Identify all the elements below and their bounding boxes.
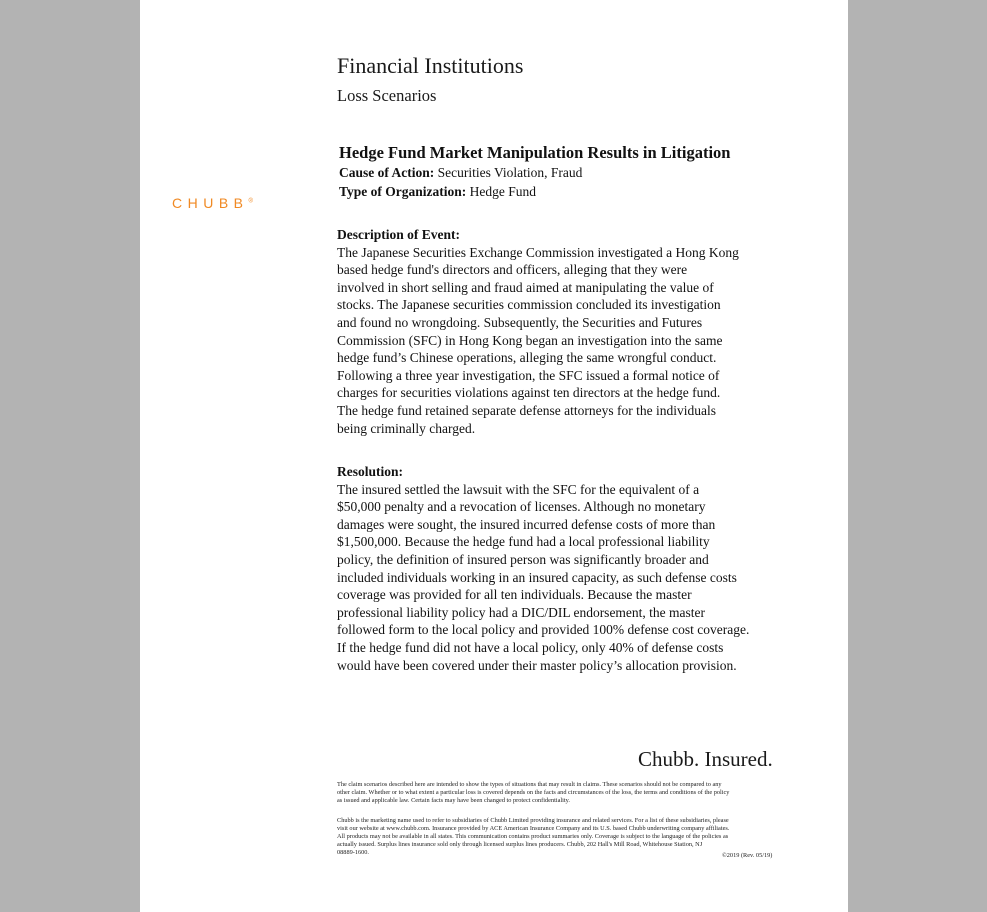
page-title: Financial Institutions — [337, 53, 524, 78]
scenario-title: Hedge Fund Market Manipulation Results in Litigation — [339, 143, 731, 162]
logo-registered-mark: ® — [248, 198, 253, 205]
cause-label: Cause of Action: — [339, 165, 435, 180]
organization-type — [339, 182, 799, 201]
resolution-section — [337, 463, 777, 674]
cause-of-action — [339, 163, 799, 182]
resolution-text: The insured settled the lawsuit with the SFC for the equivalent of a $50,000 penalty and a revocation of licenses. Although no monetary damages were sought, the insured incurred defense costs of more than $1,500,000. Because the hedge fund had a local professional liability policy, the definition of insured person was significantly broader and included individuals working in an insured capacity, as such defense costs coverage was provided for all ten individuals. Because the master professional liability policy had a DIC/DIL endorsement, the master followed form to the local policy and provided 100% defense cost coverage. If the hedge fund did not have a local policy, only 40% of defense costs would have been covered under their master policy’s allocation provision. — [337, 481, 750, 673]
document-page — [140, 0, 848, 912]
description-text: The Japanese Securities Exchange Commission investigated a Hong Kong based hedge fund's directors and officers, alleging that they were involved in short selling and fraud aimed at manipulating the value of stocks. The Japanese securities commission concluded its investigation and found no wrongdoing. Subsequently, the Securities and Futures Commission (SFC) in Hong Kong began an investigation into the same hedge fund’s Chinese operations, alleging the same wrongful conduct. Following a three year investigation, the SFC issued a formal notice of charges for securities violations against ten directors at the hedge fund. The hedge fund retained separate defense attorneys for the individuals being criminally charged. — [337, 244, 739, 436]
logo-text: CHUBB — [172, 195, 249, 211]
org-value: Hedge Fund — [469, 184, 536, 199]
description-section — [337, 226, 777, 437]
org-label: Type of Organization: — [339, 184, 467, 199]
legal-notice: Chubb is the marketing name used to refer to subsidiaries of Chubb Limited providing insurance and related services. For a list of these subsidiaries, please visit our website at www.chubb.com. Insurance provided by ACE American Insurance Company and its U.S. based Chubb underwriting company affiliates. All products may not be available in all states. This communication contains product summaries only. Coverage is subject to the language of the policies as actually issued. Surplus lines insurance sold only through licensed surplus lines producers. Chubb, 202 Hall's Mill Road, Whitehouse Station, NJ 08889-1600. — [337, 817, 730, 856]
chubb-logo — [172, 195, 253, 211]
scenario-summary — [339, 143, 799, 201]
chubb-tagline: Chubb. Insured. — [638, 747, 773, 771]
copyright-notice: ©2019 (Rev. 05/19) — [722, 852, 773, 859]
cause-value: Securities Violation, Fraud — [437, 165, 583, 180]
page-subtitle: Loss Scenarios — [337, 86, 437, 105]
claim-disclaimer: The claim scenarios described here are intended to show the types of situations that may result in claims. These scenarios should not be compared to any other claim. Whether or to what extent a particular loss is covered depends on the facts and circumstances of the loss, the terms and conditions of the policy as issued and applicable law. Certain facts may have been changed to protect confidentiality. — [337, 781, 730, 804]
description-heading: Description of Event: — [337, 227, 460, 242]
resolution-heading: Resolution: — [337, 464, 404, 479]
